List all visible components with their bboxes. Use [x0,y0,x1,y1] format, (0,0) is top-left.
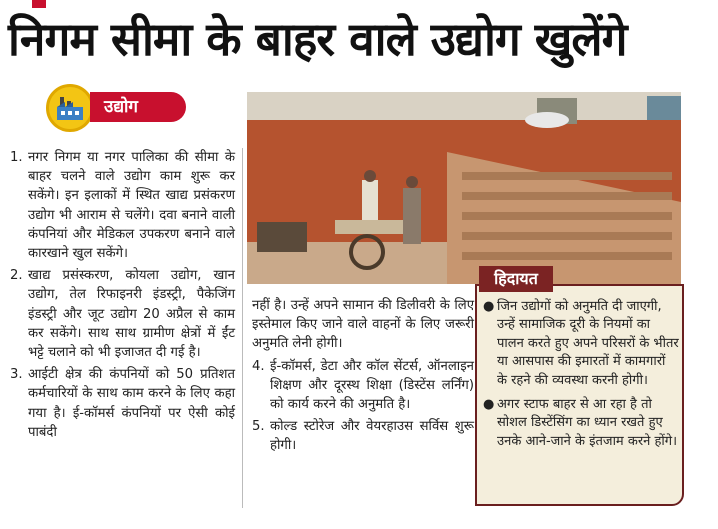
item-text: आईटी क्षेत्र की कंपनियों को 50 प्रतिशत कर्मचारियों के साथ काम करने के लिए कहा गया है। ई-कॉमर्स कंपनियों पर ऐसी कोई पाबंदी [28,367,235,440]
item-number: 2. [10,268,23,284]
item-text: नगर निगम या नगर पालिका की सीमा के बाहर चलने वाले उद्योग काम शुरू कर सकेंगे। इन इलाकों में स्थित खाद्य प्रसंकरण उद्योग भी आराम से चलेंगे। दवा बनाने वाली कंपनियां और मेडिकल उपकरण बनाने वाले कारखाने खुल सकेंगे। [28,150,235,262]
headline [8,6,708,72]
item-number: 5. [252,419,265,435]
item-text: कोल्ड स्टोरेज और वेयरहाउस सर्विस शुरू होगी। [270,419,474,454]
item-text: ई-कॉमर्स, डेटा और कॉल सेंटर्स, ऑनलाइन शिक्षण और दूरस्थ शिक्षा (डिस्टेंस लर्निंग) को कार्य करने की अनुमति है। [270,358,474,413]
item-text: खाद्य प्रसंस्करण, कोयला उद्योग, खान उद्योग, तेल रिफाइनरी इंडस्ट्री, पैकेजिंग इंडस्ट्री और जूट उद्योग 20 अप्रैल से काम कर सकेंगे। साथ साथ ग्रामीण क्षेत्रों में ईंट भट्टे चलाने को भी इजाजत दी गई है। [28,268,235,361]
guideline-item [483,298,679,390]
bullet-icon: ● [483,299,495,314]
column-divider [242,148,243,508]
guideline-text: अगर स्टाफ बाहर से आ रहा है तो सोशल डिस्टेंसिंग का ध्यान रखते हुए उनके आने-जाने के इंतजाम करने होंगे। [497,397,678,449]
list-item [252,417,474,455]
list-item [252,357,474,415]
item-number: 3. [10,367,23,383]
bullet-icon: ● [483,397,495,413]
list-item [10,365,235,442]
guideline-item [483,396,679,451]
guidelines-title: हिदायत [479,266,553,292]
guideline-text: जिन उद्योगों को अनुमति दी जाएगी, उन्हें सामाजिक दूरी के नियमों का पालन करते हुए अपने परिसरों के भीतर या आसपास की इमारतों में कामगारों के रहने की व्यवस्था करनी होगी। [497,299,679,388]
column-2 [252,296,474,456]
list-item [10,266,235,362]
headline-accent-mark [32,0,46,8]
guidelines-text [483,298,679,457]
factory-icon [46,84,94,132]
headline-text: निगम सीमा के बाहर वाले उद्योग खुलेंगे [8,12,627,66]
continuation-text: नहीं है। उन्हें अपने सामान की डिलीवरी के लिए इस्तेमाल किए जाने वाले वाहनों के लिए जरूरी अनुमति लेनी होगी। [252,298,474,352]
column-1 [10,148,235,442]
category-label: उद्योग [90,92,186,122]
list-item [10,148,235,263]
brick-kiln-photo [247,92,681,284]
item-number: 4. [252,358,265,374]
item-number: 1. [10,150,23,165]
